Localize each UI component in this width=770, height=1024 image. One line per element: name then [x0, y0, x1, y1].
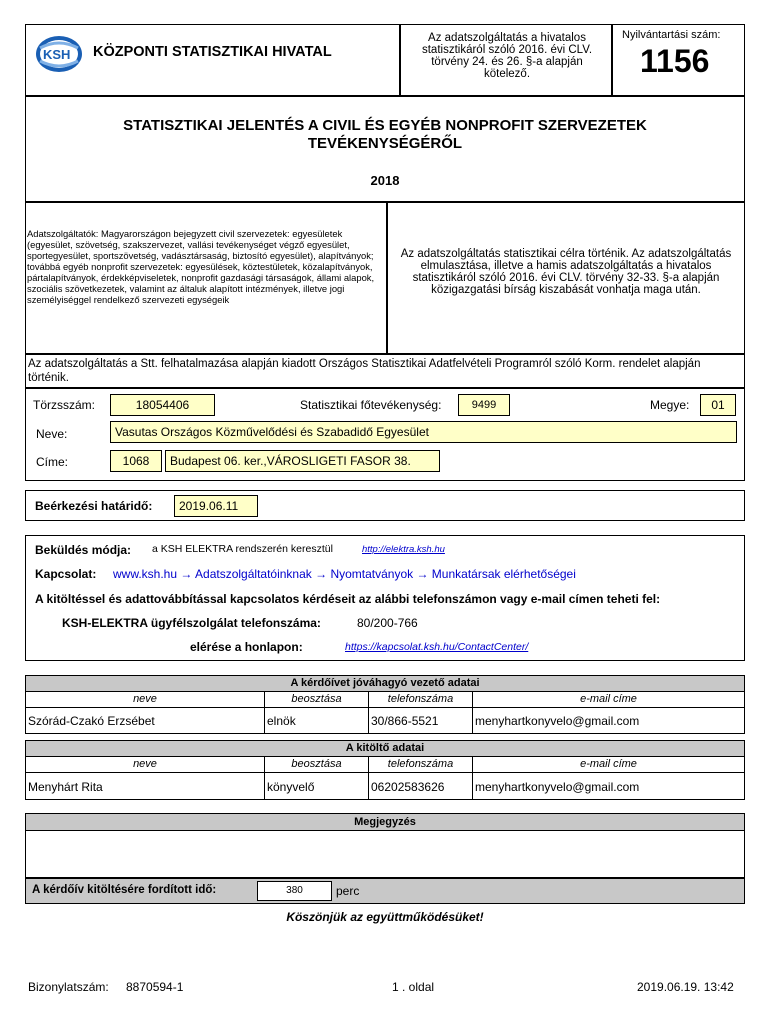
approver-name: Szórád-Czakó Erzsébet [25, 707, 265, 734]
notes-area[interactable] [25, 830, 745, 878]
print-timestamp: 2019.06.19. 13:42 [637, 980, 734, 994]
time-label: A kérdőív kitöltésére fordított idő: [32, 884, 217, 896]
zip-field[interactable]: 1068 [110, 450, 162, 472]
reg-number: 1156 [640, 43, 710, 79]
notes-title: Megjegyzés [25, 813, 745, 831]
report-year: 2018 [370, 173, 400, 188]
deadline-label: Beérkezési határidő: [35, 499, 153, 513]
torzsszam-field[interactable]: 18054406 [110, 394, 215, 416]
approver-col-position: beosztása [264, 691, 369, 708]
cime-label: Címe: [36, 455, 69, 469]
legal-note: Az adatszolgáltatás a hivatalos statisztikáról szóló 2016. évi CLV. törvény 24. és 26. §-a alapján kötelező. [421, 32, 593, 80]
page-number: 1 . oldal [392, 980, 435, 994]
helpdesk-label: KSH-ELEKTRA ügyfélszolgálat telefonszáma: [62, 616, 321, 630]
filler-col-name: neve [25, 756, 265, 773]
page-title-line1: STATISZTIKAI JELENTÉS A CIVIL ÉS EGYÉB NONPROFIT SZERVEZETEK [123, 117, 647, 134]
reg-label: Nyilvántartási szám: [622, 29, 721, 41]
web-label: elérése a honlapon: [190, 640, 303, 654]
megye-field[interactable]: 01 [700, 394, 736, 416]
filler-col-email: e-mail címe [472, 756, 745, 773]
approver-position: elnök [264, 707, 369, 734]
program-text: Az adatszolgáltatás a Stt. felhatalmazása alapján kiadott Országos Statisztikai Adatfelvételi Programról szóló Korm. rendelet alapján történik. [28, 358, 701, 384]
contact-center-link[interactable]: https://kapcsolat.ksh.hu/ContactCenter/ [345, 641, 529, 653]
neve-field[interactable]: Vasutas Országos Közművelődési és Szabadidő Egyesület [110, 421, 737, 443]
filler-position: könyvelő [264, 772, 369, 800]
ksh-logo [34, 34, 84, 74]
mode-text: a KSH ELEKTRA rendszerén keresztül [152, 543, 333, 555]
question-text: A kitöltéssel és adattovábbítással kapcsolatos kérdéseit az alábbi telefonszámon vagy e-mail címen teheti fel: [35, 592, 661, 606]
fotev-label: Statisztikai főtevékenység: [300, 398, 442, 412]
approver-col-name: neve [25, 691, 265, 708]
filler-col-phone: telefonszáma [368, 756, 473, 773]
filler-phone: 06202583626 [368, 772, 473, 800]
providers-text: Adatszolgáltatók: Magyarországon bejegyzett civil szervezetek: egyesületek (egyesület, szövetség, szakszervezet, vallási tevékenységet végző egyesület, sportegyesület, sportszövetség, vadásztársaság, biztosító egyesület), alapítványok; továbbá egyéb nonprofit szervezetek: egyesülések, köztestületek, közalapítványok, pártalapítványok, érdekképviseletek, nonprofit gazdasági társaságok, állami alapok, szociális szövetkezetek, valamint az általuk alapított intézmények, illetve jogi személyiséggel rendelkező szervezeti egységeik [27, 228, 375, 305]
filler-section-title: A kitöltő adatai [25, 740, 745, 757]
filler-col-position: beosztása [264, 756, 369, 773]
address-field[interactable]: Budapest 06. ker.,VÁROSLIGETI FASOR 38. [165, 450, 440, 472]
purpose-text: Az adatszolgáltatás statisztikai célra történik. Az adatszolgáltatás elmulasztása, illetve a hamis adatszolgáltatás a hivatalos statisztikáról szóló 2016. évi CLV. törvény 32-33. §-a alapján közigazgatási bírság kiszabását vonhatja maga után. [400, 248, 732, 296]
logo-text: KSH [43, 47, 71, 62]
contact-label: Kapcsolat: [35, 567, 97, 581]
receipt-number: 8870594-1 [126, 980, 184, 994]
time-unit: perc [336, 884, 360, 898]
contact-path-link[interactable]: www.ksh.hu → Adatszolgáltatóinknak → Nyomtatványok → Munkatársak elérhetőségei [113, 567, 576, 581]
filler-name: Menyhárt Rita [25, 772, 265, 800]
filler-email: menyhartkonyvelo@gmail.com [472, 772, 745, 800]
page-title-line2: TEVÉKENYSÉGÉRŐL [307, 135, 463, 152]
deadline-field[interactable]: 2019.06.11 [174, 495, 258, 517]
approver-col-phone: telefonszáma [368, 691, 473, 708]
mode-label: Beküldés módja: [35, 543, 132, 557]
org-name: KÖZPONTI STATISZTIKAI HIVATAL [93, 44, 332, 60]
approver-section-title: A kérdőívet jóváhagyó vezető adatai [25, 675, 745, 692]
approver-phone: 30/866-5521 [368, 707, 473, 734]
fotev-field[interactable]: 9499 [458, 394, 510, 416]
receipt-label: Bizonylatszám: [28, 980, 109, 994]
torzsszam-label: Törzsszám: [33, 398, 96, 412]
thanks-text: Köszönjük az együttműködésüket! [286, 910, 484, 924]
megye-label: Megye: [650, 398, 690, 412]
neve-label: Neve: [36, 427, 68, 441]
approver-email: menyhartkonyvelo@gmail.com [472, 707, 745, 734]
approver-col-email: e-mail címe [472, 691, 745, 708]
helpdesk-phone: 80/200-766 [357, 616, 418, 630]
elektra-link[interactable]: http://elektra.ksh.hu [362, 544, 445, 555]
time-field[interactable]: 380 [257, 881, 332, 901]
